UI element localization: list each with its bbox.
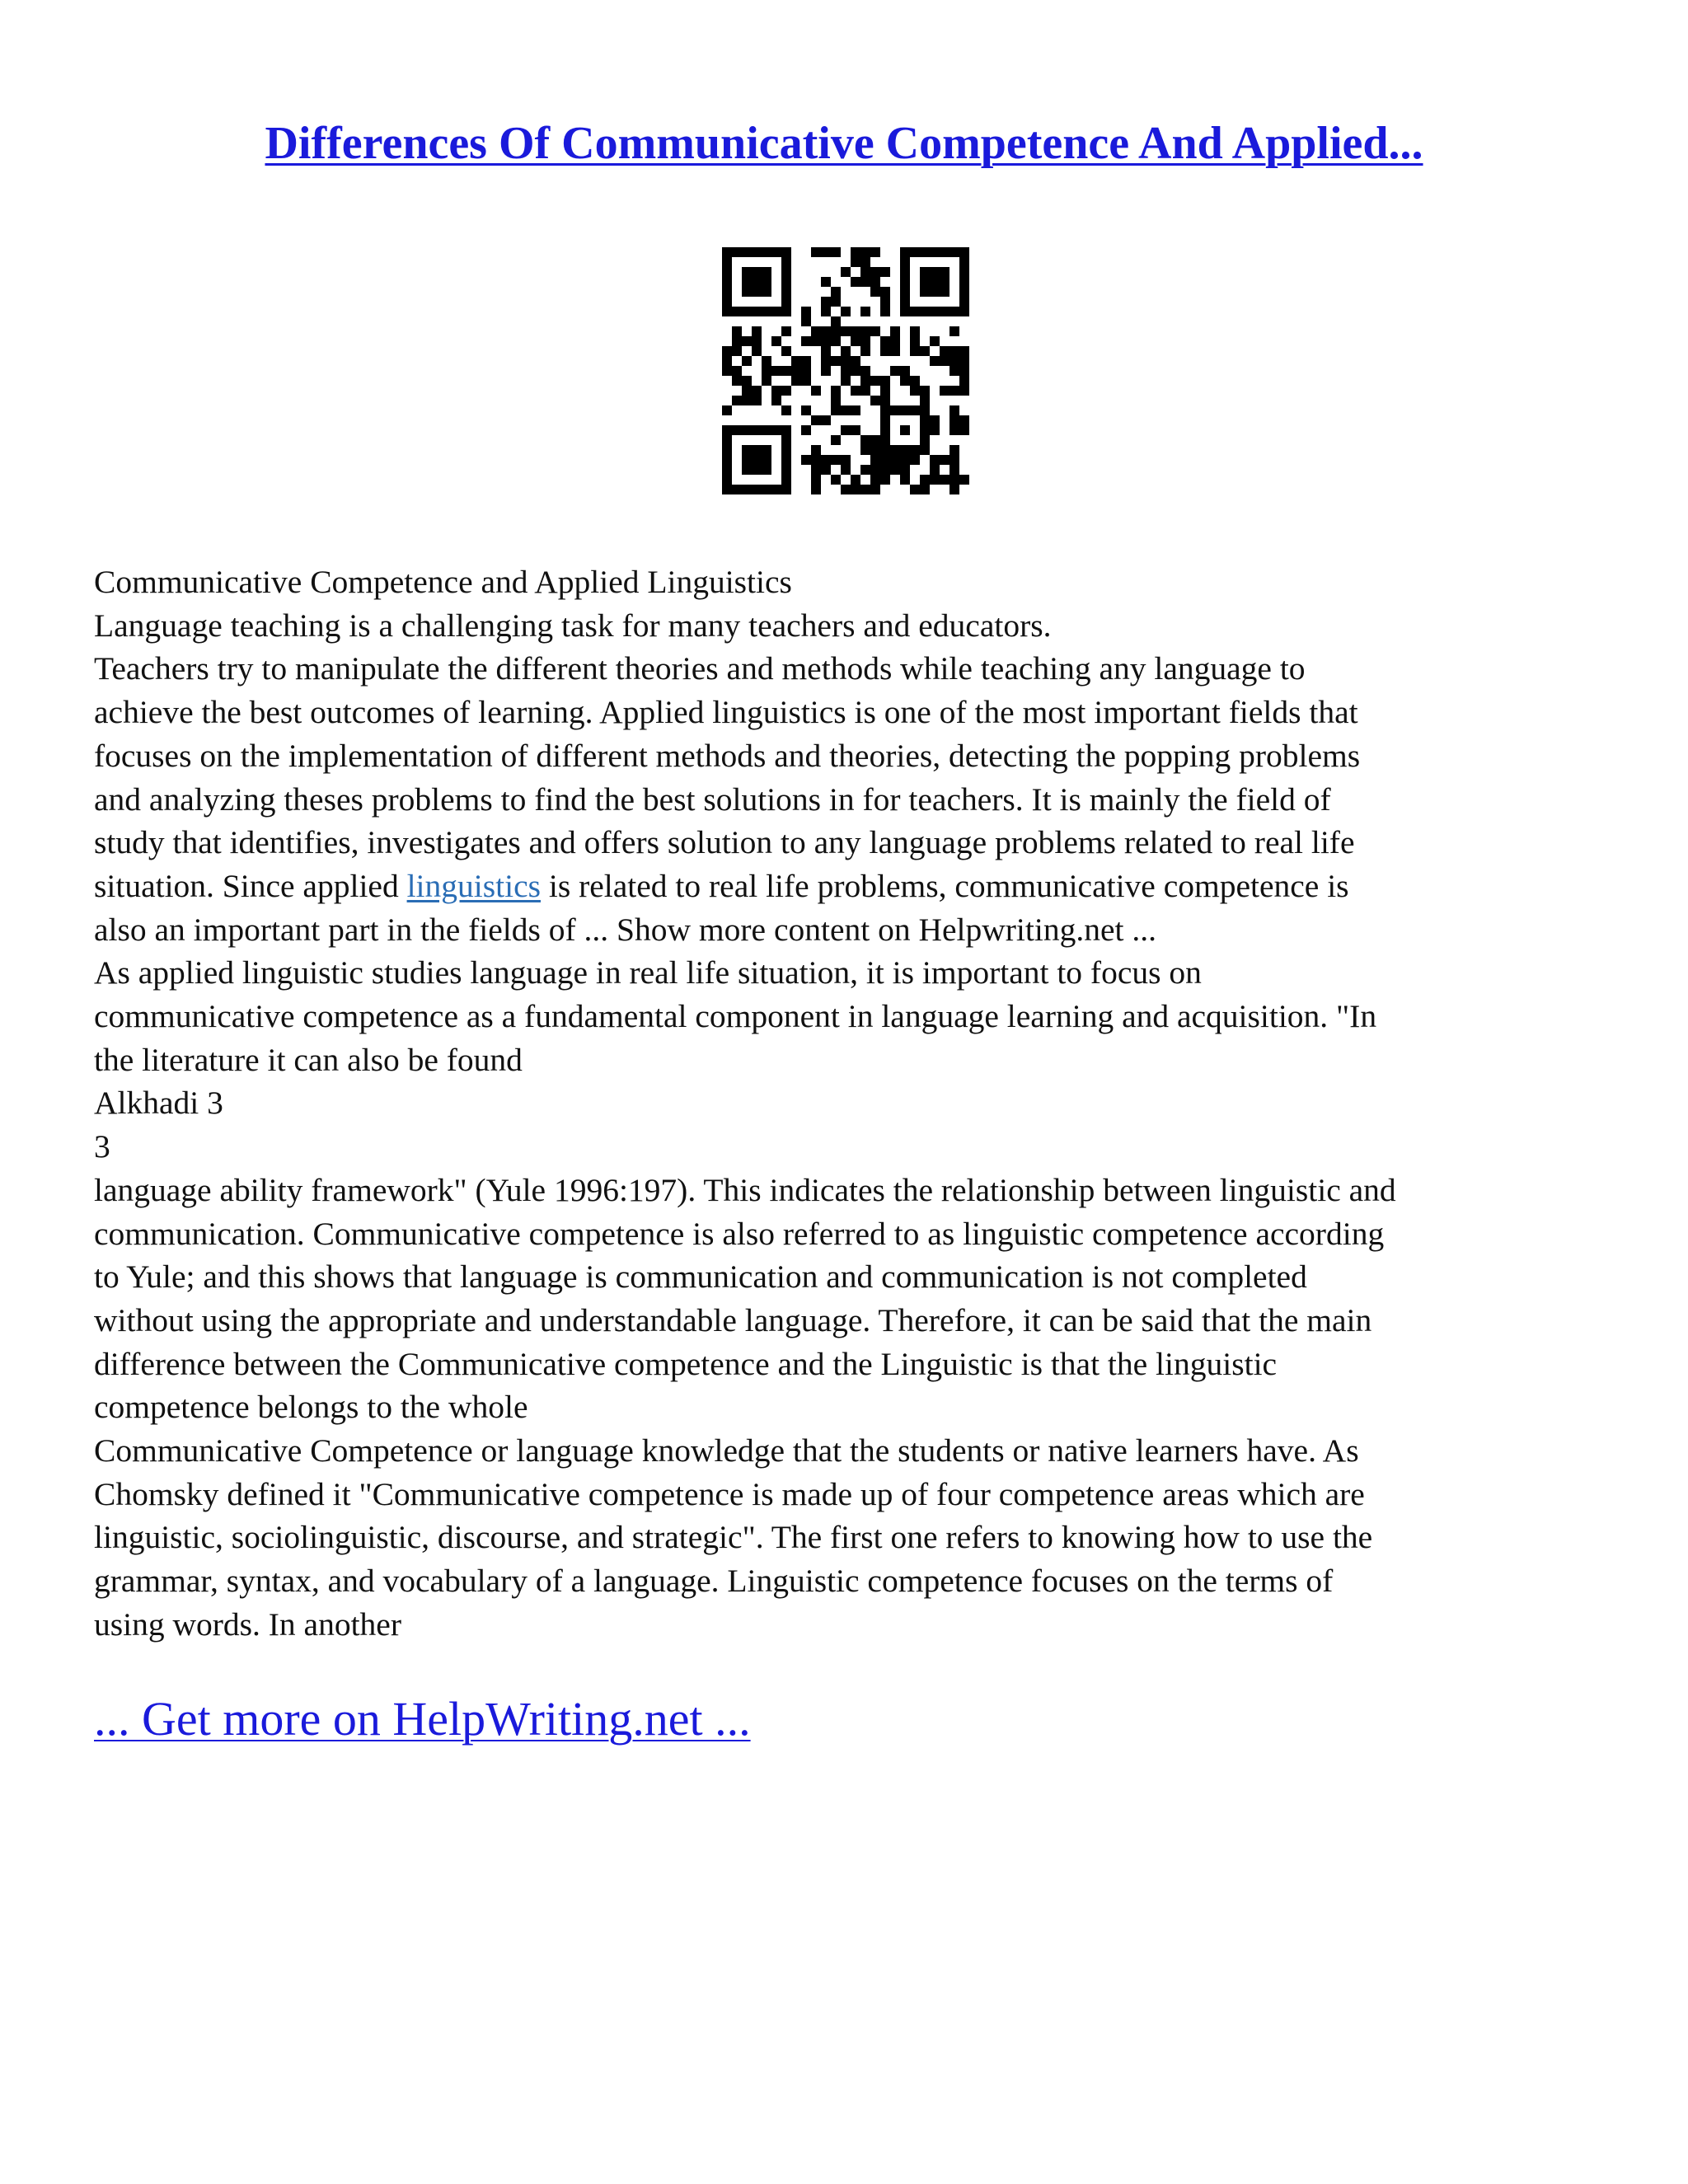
body-line: grammar, syntax, and vocabulary of a language. Linguistic competence focuses on the terms of: [94, 1563, 1334, 1600]
body-line: Chomsky defined it "Communicative competence is made up of four competence areas which are: [94, 1475, 1365, 1512]
get-more-link[interactable]: ... Get more on HelpWriting.net ...: [94, 1692, 751, 1746]
body-line: Teachers try to manipulate the different theories and methods while teaching any language to: [94, 650, 1306, 687]
linguistics-link[interactable]: linguistics: [406, 867, 541, 904]
body-line: Alkhadi 3: [94, 1085, 223, 1122]
body-line: to Yule; and this shows that language is communication and communication is not completed: [94, 1258, 1307, 1296]
body-line: As applied linguistic studies language in real life situation, it is important to focus on: [94, 954, 1202, 991]
body-line: communicative competence as a fundamental component in language learning and acquisition. "In: [94, 998, 1377, 1035]
article-body: [94, 560, 1602, 1647]
page-title: [0, 114, 1688, 173]
body-line-after-link: is related to real life problems, communicative competence is: [540, 867, 1349, 904]
body-line: focuses on the implementation of different methods and theories, detecting the popping problems: [94, 737, 1361, 774]
body-line: and analyzing theses problems to find the best solutions in for teachers. It is mainly the field of: [94, 780, 1331, 818]
title-link[interactable]: Differences Of Communicative Competence And Applied...: [265, 118, 1423, 169]
body-line: competence belongs to the whole: [94, 1389, 528, 1426]
get-more-section: [94, 1690, 751, 1749]
body-line: also an important part in the fields of ... Show more content on Helpwriting.net ...: [94, 911, 1156, 948]
body-line: language ability framework" (Yule 1996:197). This indicates the relationship between linguistic and: [94, 1171, 1396, 1208]
body-line: Communicative Competence or language knowledge that the students or native learners have. As: [94, 1432, 1359, 1469]
body-line: Language teaching is a challenging task for many teachers and educators.: [94, 607, 1052, 644]
body-line: communication. Communicative competence is also referred to as linguistic competence according: [94, 1215, 1385, 1252]
body-line: without using the appropriate and understandable language. Therefore, it can be said that the main: [94, 1301, 1372, 1338]
body-line: linguistic, sociolinguistic, discourse, and strategic". The first one refers to knowing how to use the: [94, 1519, 1373, 1556]
body-line: achieve the best outcomes of learning. Applied linguistics is one of the most important fields that: [94, 694, 1358, 731]
body-line-before-link: situation. Since applied: [94, 867, 407, 904]
body-line: study that identifies, investigates and offers solution to any language problems related to real life: [94, 824, 1355, 861]
body-line: [94, 865, 1602, 908]
body-line: 3: [94, 1128, 110, 1165]
body-line: the literature it can also be found: [94, 1041, 523, 1078]
body-line: using words. In another: [94, 1605, 401, 1643]
qr-code-icon: [722, 247, 969, 494]
body-line: Communicative Competence and Applied Linguistics: [94, 564, 792, 600]
body-line: difference between the Communicative competence and the Linguistic is that the linguistic: [94, 1345, 1278, 1382]
